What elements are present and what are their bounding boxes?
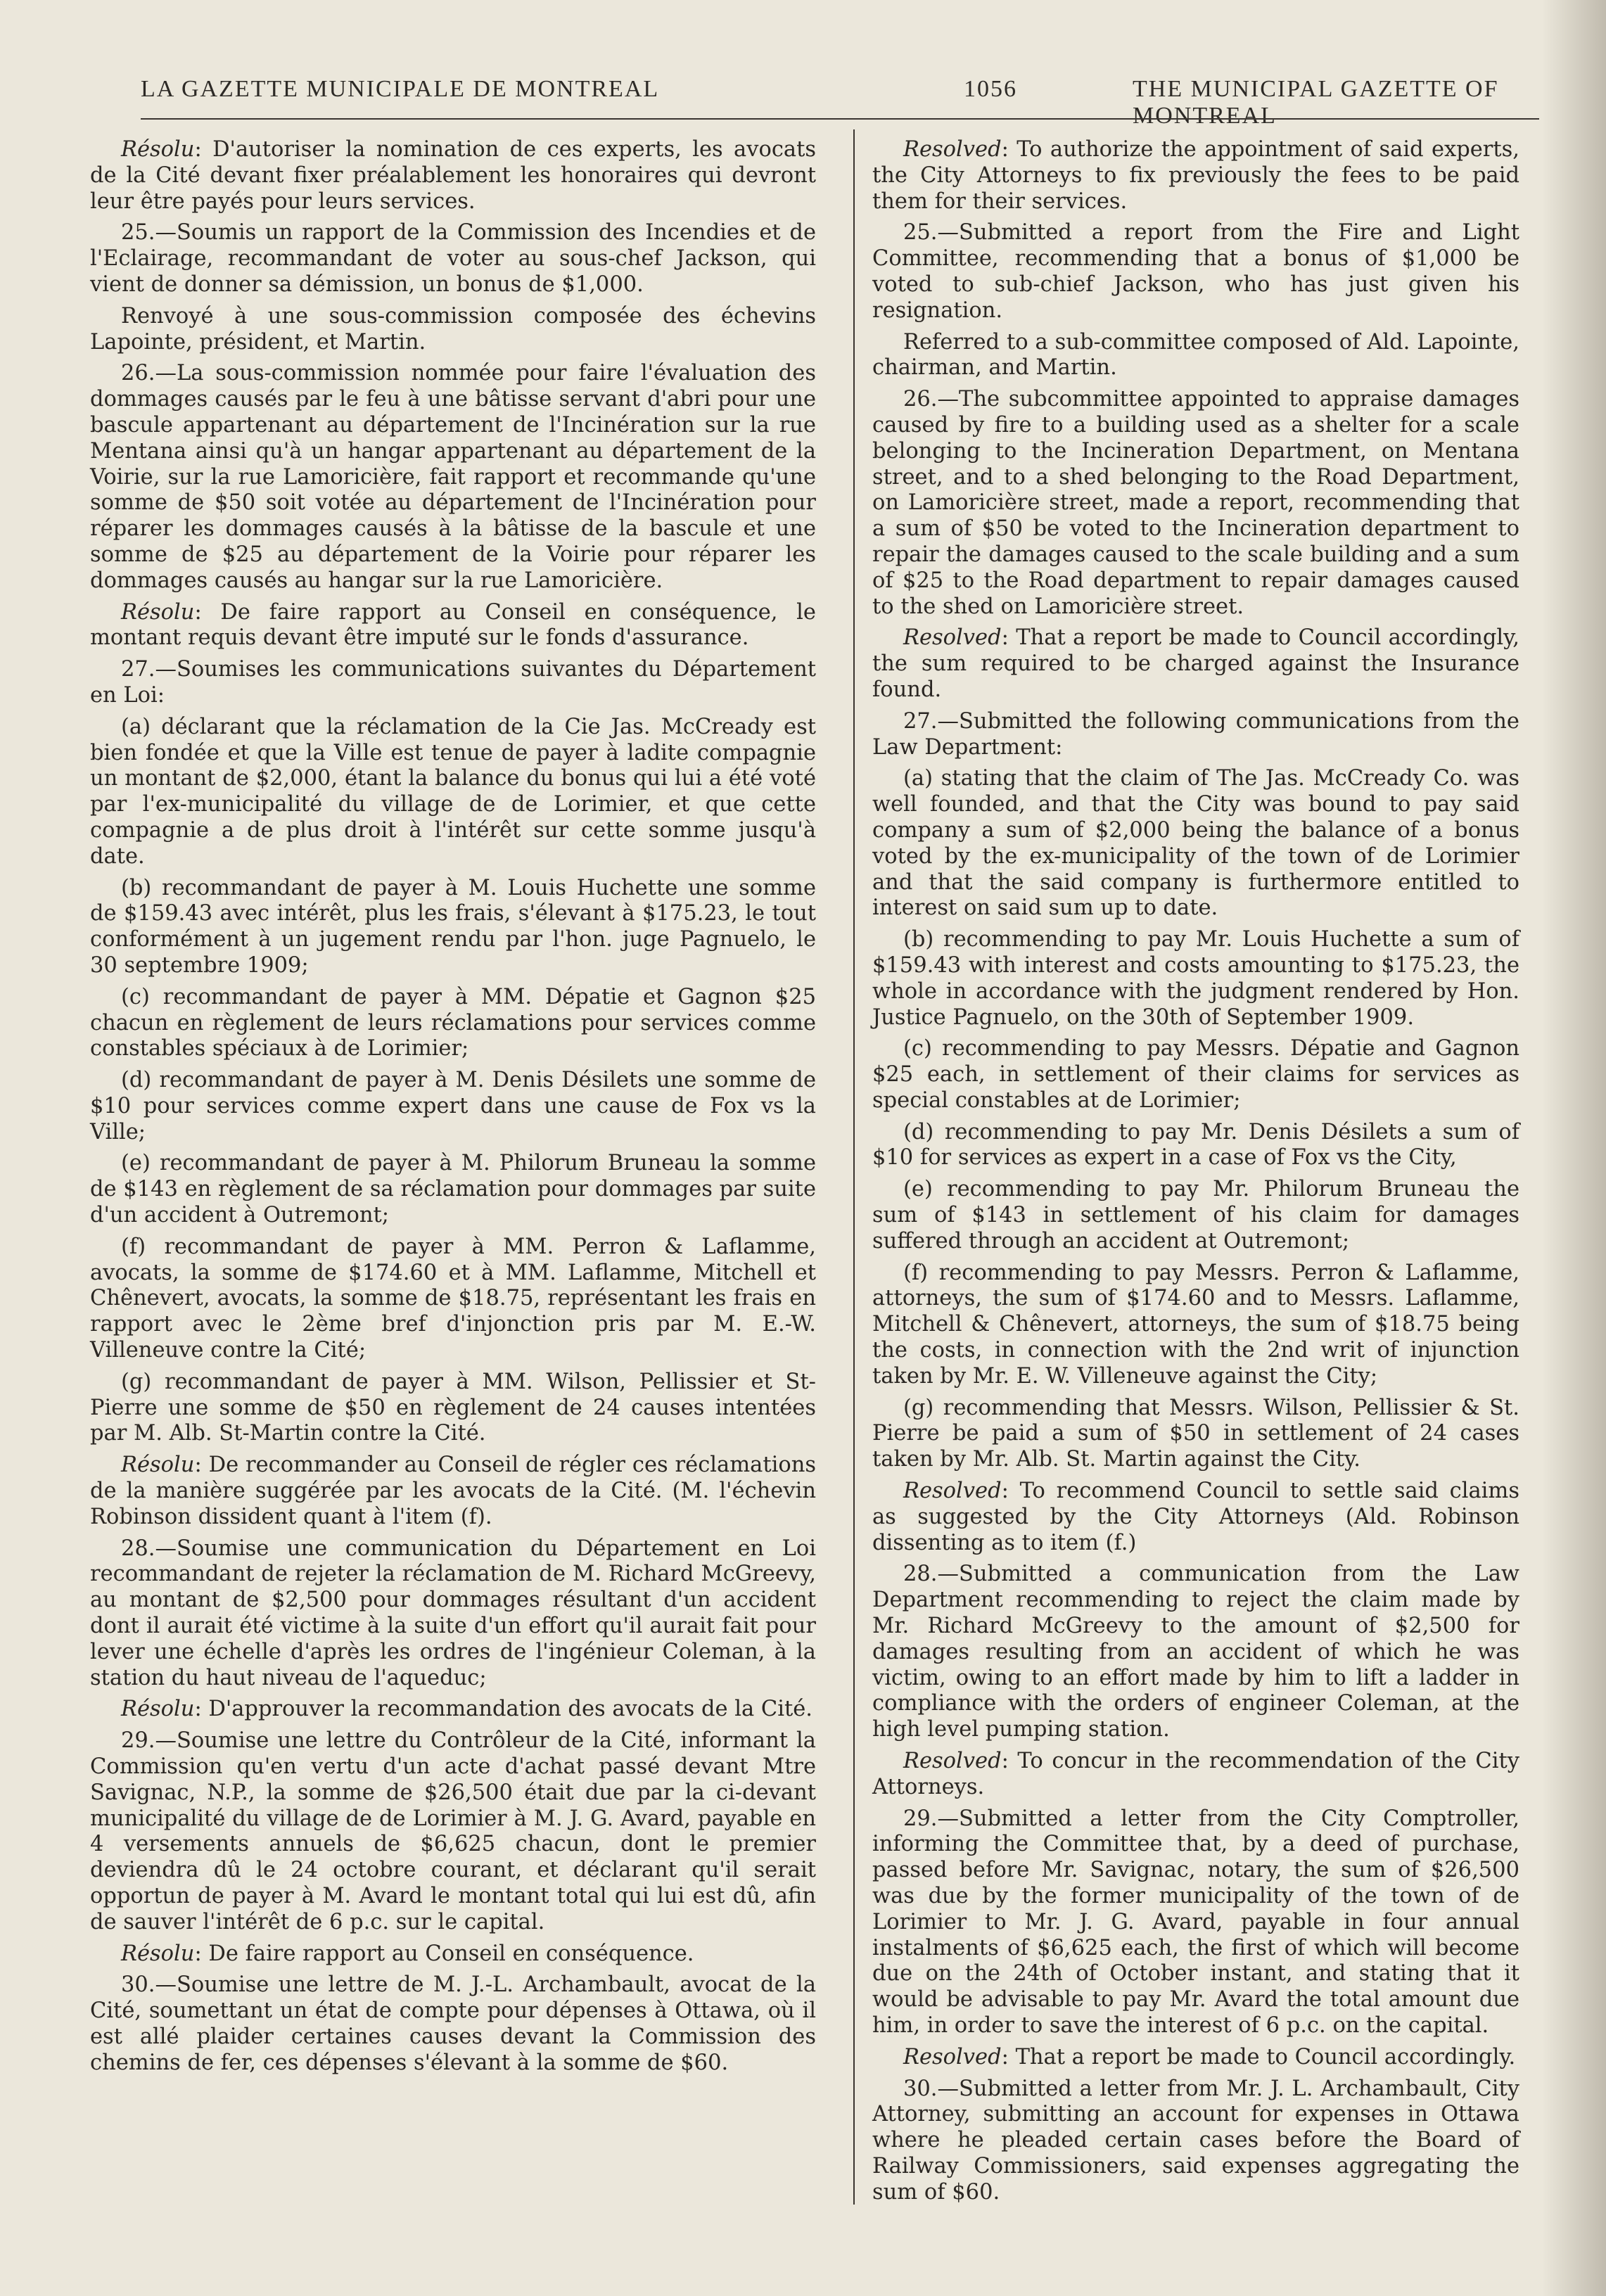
paragraph-text: 25.—Soumis un rapport de la Commission des Incendies et de l'Eclairage, recommandant de voter au sous-chef Jackson, qui vient de donner sa démission, un bonus de $1,000. [90, 220, 816, 297]
paragraph-text: (c) recommending to pay Messrs. Dépatie and Gagnon $25 each, in settlement of their claims for services as special constables at de Lorimier; [872, 1036, 1519, 1113]
paragraph-text: Renvoyé à une sous-commission composée des échevins Lapointe, président, et Martin. [90, 303, 816, 355]
paragraph [90, 1235, 816, 1364]
paragraph [90, 1151, 816, 1228]
paragraph-text: Referred to a sub-committee composed of Ald. Lapointe, chairman, and Martin. [872, 329, 1519, 381]
paragraph [872, 387, 1519, 620]
paragraph-text: : D'approuver la recommandation des avocats de la Cité. [194, 1697, 812, 1722]
paragraph [872, 1261, 1519, 1390]
paragraph [872, 1806, 1519, 2039]
paragraph [90, 1972, 816, 2076]
paragraph-text: : De faire rapport au Conseil en conséquence. [194, 1941, 694, 1966]
paragraph [872, 1479, 1519, 1556]
paragraph [872, 220, 1519, 324]
paragraph-text: 29.—Submitted a letter from the City Comptroller, informing the Committee that, by a deed of purchase, passed before Mr. Savignac, notary, the sum of $26,500 was due by the former municipality of the town of de Lorimier to Mr. J. G. Avard, payable in four annual instalments of $6,625 each, the first of which will become due on the 24th of October instant, and stating that it would be advisable to pay Mr. Avard the total amount due him, in order to save the interest of 6 p.c. on the capital. [872, 1806, 1519, 2038]
paragraph [90, 361, 816, 594]
paragraph [872, 1036, 1519, 1114]
paragraph-text: 30.—Soumise une lettre de M. J.-L. Archambault, avocat de la Cité, soumettant un état de compte pour dépenses à Ottawa, où il est allé plaider certaines causes devant la Commission des chemins de fer, ces dépenses s'élevant à la somme de $60. [90, 1972, 816, 2075]
header-page-number: 1056 [964, 76, 1017, 102]
paragraph [90, 220, 816, 298]
resolution-label: Resolved [903, 1479, 1002, 1504]
paragraph-text: (f) recommending to pay Messrs. Perron & Laflamme, attorneys, the sum of $174.60 and to Messrs. Laflamme, Mitchell & Chênevert, attorneys, the sum of $18.75 being the costs, in connection with the 2nd writ of injunction taken by Mr. E. W. Villeneuve against the City; [872, 1260, 1519, 1389]
paragraph [90, 715, 816, 870]
paragraph-text: : To concur in the recommendation of the City Attorneys. [872, 1749, 1519, 1799]
paragraph-text: (e) recommending to pay Mr. Philorum Bruneau the sum of $143 in settlement of his claim for damages suffered through an accident at Outremont; [872, 1177, 1519, 1254]
paragraph [90, 1536, 816, 1692]
paragraph [872, 709, 1519, 761]
paragraph [872, 330, 1519, 382]
paragraph [872, 1120, 1519, 1172]
paragraph [90, 304, 816, 356]
paragraph [90, 657, 816, 709]
paragraph-text: (d) recommending to pay Mr. Denis Désilets a sum of $10 for services as expert in a case of Fox vs the City, [872, 1119, 1519, 1171]
paragraph-text: 29.—Soumise une lettre du Contrôleur de la Cité, informant la Commission qu'en vertu d'un acte d'achat passé devant Mtre Savignac, N.P., la somme de $26,500 était due par la ci-devant municipalité du village de de Lorimier à M. J. G. Avard, payable en 4 versements annuels de $6,625 chacun, dont le premier deviendra dû le 24 octobre courant, et déclarant qu'il serait opportun de payer à M. Avard le montant total qui lui est dû, afin de sauver l'intérêt de 6 p.c. sur le capital. [90, 1728, 816, 1934]
paragraph [872, 625, 1519, 703]
paragraph-text: 25.—Submitted a report from the Fire and Light Committee, recommending that a bonus of $1,000 be voted to sub-chief Jackson, who has just given his resignation. [872, 220, 1519, 323]
column-divider [853, 129, 855, 2205]
paragraph-text: : To recommend Council to settle said claims as suggested by the City Attorneys (Ald. Robinson dissenting as to item (f.) [872, 1479, 1519, 1555]
paragraph-text: (e) recommandant de payer à M. Philorum Bruneau la somme de $143 en règlement de sa réclamation pour dommages par suite d'un accident à Outremont; [90, 1151, 816, 1228]
page-header [141, 76, 1541, 129]
paragraph-text: (a) stating that the claim of The Jas. McCready Co. was well founded, and that the City was bound to pay said company a sum of $2,000 being the balance of a bonus voted by the ex-municipality of the town of de Lorimier and that the said company is furthermore entitled to interest on said sum up to date. [872, 766, 1519, 921]
header-rule [141, 118, 1539, 120]
paragraph-text: : That a report be made to Council accordingly, the sum required to be charged against the Insurance found. [872, 625, 1519, 702]
paragraph [872, 1562, 1519, 1743]
french-column [90, 137, 816, 2082]
paragraph-text: (b) recommending to pay Mr. Louis Huchette a sum of $159.43 with interest and costs amounting to $175.23, the whole in accordance with the judgment rendered by Hon. Justice Pagnuelo, on the 30th of September 1909. [872, 927, 1519, 1030]
paragraph-text: (f) recommandant de payer à MM. Perron & Laflamme, avocats, la somme de $174.60 et à MM. Laflamme, Mitchell et Chênevert, avocats, la somme de $18.75, représentant les frais en rapport avec le 2ème bref d'injonction pris par M. E.-W. Villeneuve contre la Cité; [90, 1234, 816, 1363]
paragraph-text: 27.—Submitted the following communications from the Law Department: [872, 708, 1519, 760]
paragraph-text: (a) déclarant que la réclamation de la Cie Jas. McCready est bien fondée et que la Ville est tenue de payer à ladite compagnie un montant de $2,000, étant la balance du bonus qui lui a été voté par l'ex-municipalité du village de de Lorimier, et que cette compagnie a de plus droit à l'intérêt sur cette somme jusqu'à date. [90, 714, 816, 869]
paragraph-text: 28.—Soumise une communication du Département en Loi recommandant de rejeter la réclamation de M. Richard McGreevy, au montant de $2,500 pour dommages résultant d'un accident dont il aurait été victime à la suite d'un effort qu'il aurait fait pour lever une échelle d'après les ordres de l'ingénieur Coleman, à la station du haut niveau de l'aqueduc; [90, 1536, 816, 1690]
paragraph-text: (g) recommandant de payer à MM. Wilson, Pellissier et St-Pierre une somme de $50 en règlement de 24 causes intentées par M. Alb. St-Martin contre la Cité. [90, 1369, 816, 1446]
resolution-label: Resolved [903, 1749, 1002, 1774]
header-left-title: LA GAZETTE MUNICIPALE DE MONTREAL [141, 76, 660, 102]
english-column [872, 137, 1519, 2212]
paragraph-text: (g) recommending that Messrs. Wilson, Pellissier & St. Pierre be paid a sum of $50 in settlement of 24 cases taken by Mr. Alb. St. Martin against the City. [872, 1395, 1519, 1472]
paragraph [90, 1728, 816, 1935]
resolution-label: Résolu [121, 1453, 195, 1478]
paragraph [872, 1177, 1519, 1254]
paragraph [872, 2045, 1519, 2071]
paragraph [90, 600, 816, 652]
paragraph-text: (d) recommandant de payer à M. Denis Désilets une somme de $10 pour services comme expert dans une cause de Fox vs la Ville; [90, 1068, 816, 1144]
resolution-label: Resolved [903, 2044, 1002, 2069]
paragraph [872, 137, 1519, 215]
paragraph [90, 1068, 816, 1145]
paragraph [90, 137, 816, 215]
paragraph [90, 1697, 816, 1723]
paragraph [872, 1749, 1519, 1801]
paragraph [90, 1370, 816, 1447]
paragraph-text: 27.—Soumises les communications suivantes du Département en Loi: [90, 657, 816, 708]
paragraph-text: : De recommander au Conseil de régler ces réclamations de la manière suggérée par les avocats de la Cité. (M. l'échevin Robinson dissident quant à l'item (f). [90, 1453, 816, 1529]
paragraph [872, 927, 1519, 1031]
paragraph [872, 766, 1519, 921]
paragraph-text: 30.—Submitted a letter from Mr. J. L. Archambault, City Attorney, submitting an account for expenses in Ottawa where he pleaded certain cases before the Board of Railway Commissioners, said expenses aggregating the sum of $60. [872, 2076, 1519, 2205]
paragraph [872, 2077, 1519, 2206]
paragraph [90, 985, 816, 1062]
paragraph [90, 1941, 816, 1967]
paragraph-text: (b) recommandant de payer à M. Louis Huchette une somme de $159.43 avec intérêt, plus les frais, s'élevant à $175.23, le tout conformément à un jugement rendu par l'hon. juge Pagnuelo, le 30 septembre 1909; [90, 875, 816, 978]
resolution-label: Resolved [903, 625, 1002, 651]
paragraph-text: : D'autoriser la nomination de ces experts, les avocats de la Cité devant fixer préalablement les honoraires qui devront leur être payés pour leurs services. [90, 137, 816, 214]
resolution-label: Résolu [121, 1697, 195, 1722]
resolution-label: Résolu [121, 1941, 195, 1966]
paragraph-text: 26.—The subcommittee appointed to appraise damages caused by fire to a building used as a shelter for a scale belonging to the Incineration Department, on Mentana street, and to a shed belonging to the Road Department, on Lamoricière street, made a report, recommending that a sum of $50 be voted to the Incineration department to repair the damages caused to the scale building and a sum of $25 to the Road department to repair damages caused to the shed on Lamoricière street. [872, 387, 1519, 619]
paragraph [872, 1396, 1519, 1473]
paragraph [90, 1453, 816, 1530]
paragraph-text: : To authorize the appointment of said experts, the City Attorneys to fix previously the fees to be paid them for their services. [872, 137, 1519, 214]
header-right-title: THE MUNICIPAL GAZETTE OF MONTREAL [1133, 76, 1499, 129]
paragraph-text: (c) recommandant de payer à MM. Dépatie et Gagnon $25 chacun en règlement de leurs réclamations pour services comme constables spéciaux à de Lorimier; [90, 984, 816, 1061]
resolution-label: Résolu [121, 599, 195, 625]
resolution-label: Résolu [121, 137, 195, 162]
paragraph-text: 28.—Submitted a communication from the Law Department recommending to reject the claim made by Mr. Richard McGreevy to the amount of $2,500 for damages resulting from an accident of which he was victim, owing to an effort made by him to lift a ladder in compliance with the orders of engineer Coleman, at the high level pumping station. [872, 1562, 1519, 1742]
paragraph-text: : De faire rapport au Conseil en conséquence, le montant requis devant être imputé sur le fonds d'assurance. [90, 599, 816, 651]
paragraph-text: : That a report be made to Council accordingly. [1001, 2044, 1516, 2069]
paragraph-text: 26.—La sous-commission nommée pour faire l'évaluation des dommages causés par le feu à une bâtisse servant d'abri pour une bascule appartenant au département de l'Incinération sur la rue Mentana ainsi qu'à un hangar appartenant au département de la Voirie, sur la rue Lamoricière, fait rapport et recommande qu'une somme de $50 soit votée au département de l'Incinération pour réparer les dommages causés à la bâtisse de la bascule et une somme de $25 au département de la Voirie pour réparer les dommages causés au hangar sur la rue Lamoricière. [90, 361, 816, 593]
paragraph [90, 876, 816, 979]
resolution-label: Resolved [903, 137, 1002, 162]
